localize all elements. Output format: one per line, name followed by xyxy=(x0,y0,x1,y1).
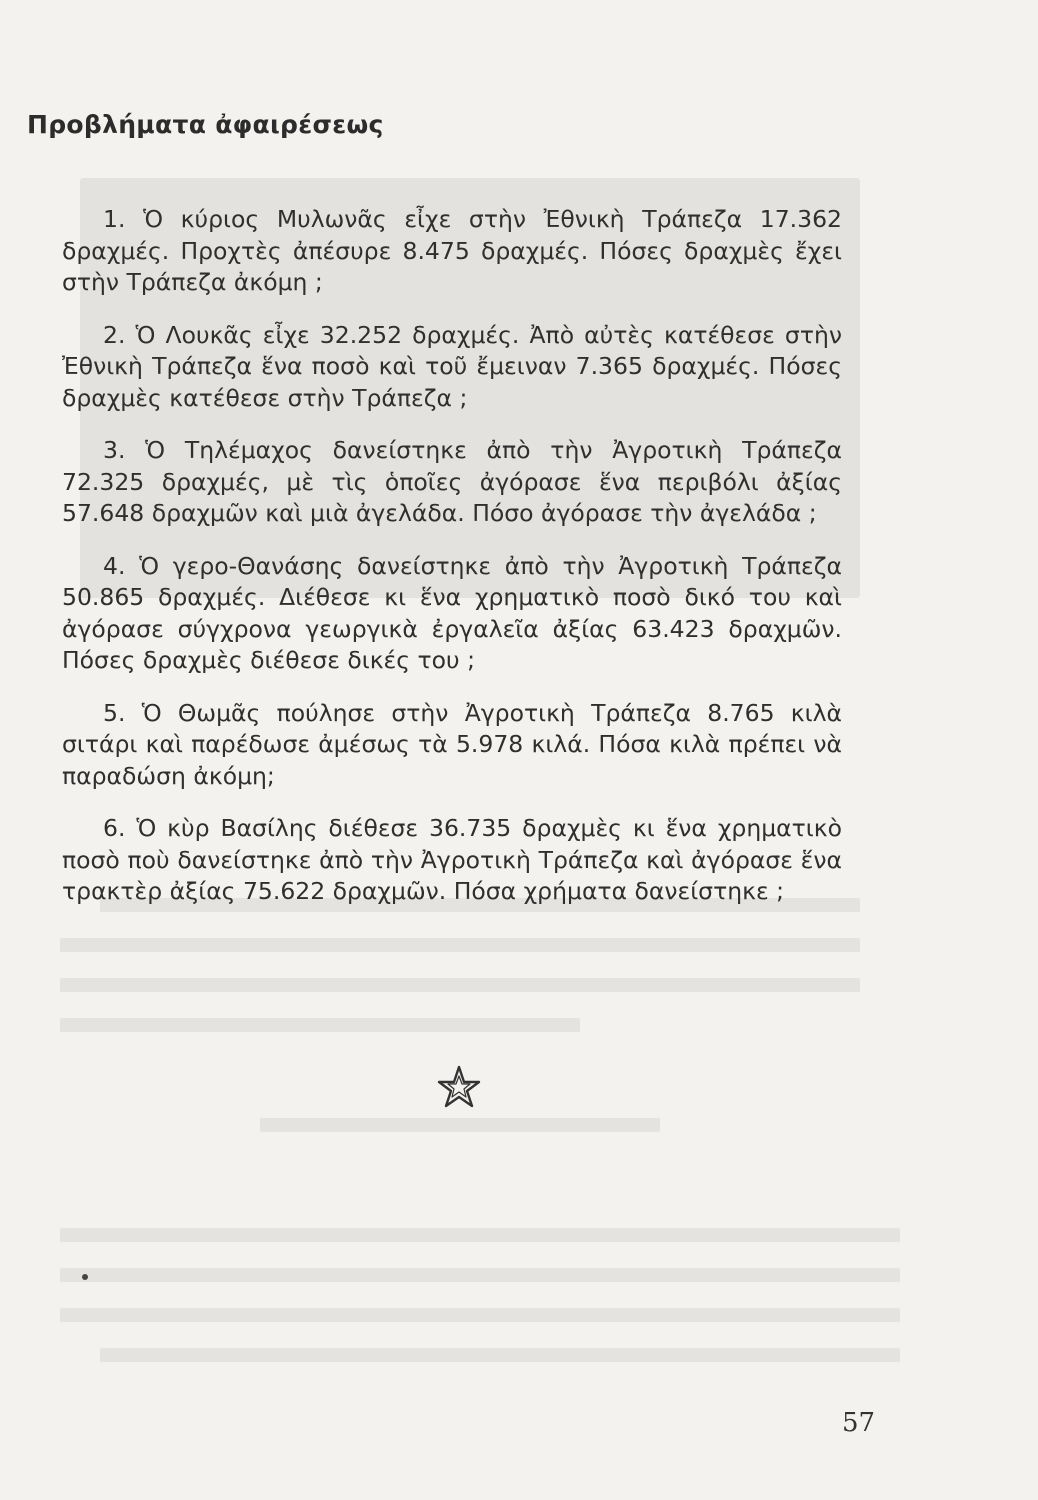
problem-item: 4. Ὁ γερο-Θανάσης δανείστηκε ἀπὸ τὴν Ἀγροτικὴ Τράπεζα 50.865 δραχμές. Διέθεσε κι ἕνα χρηματικὸ ποσὸ δικό του καὶ ἀγόρασε σύγχρονα γεωργικὰ ἐργαλεῖα ἀξίας 63.423 δραχμῶν. Πόσες δραχμὲς διέθεσε δικές του ; xyxy=(62,551,842,674)
star-ornament-icon xyxy=(437,1065,481,1109)
problem-list xyxy=(62,204,842,929)
problem-item: 6. Ὁ κὺρ Βασίλης διέθεσε 36.735 δραχμὲς κι ἕνα χρηματικὸ ποσὸ ποὺ δανείστηκε ἀπὸ τὴν Ἀγροτικὴ Τράπεζα καὶ ἀγόρασε ἕνα τρακτὲρ ἀξίας 75.622 δραχμῶν. Πόσα χρήματα δανείστηκε ; xyxy=(62,814,842,905)
page-number: 57 xyxy=(842,1408,876,1438)
problem-item: 1. Ὁ κύριος Μυλωνᾶς εἶχε στὴν Ἐθνικὴ Τράπεζα 17.362 δραχμές. Προχτὲς ἀπέσυρε 8.475 δραχμές. Πόσες δραχμὲς ἔχει στὴν Τράπεζα ἀκόμη ; xyxy=(62,205,842,296)
problem-item: 2. Ὁ Λουκᾶς εἶχε 32.252 δραχμές. Ἀπὸ αὐτὲς κατέθεσε στὴν Ἐθνικὴ Τράπεζα ἕνα ποσὸ καὶ τοῦ ἔμειναν 7.365 δραχμές. Πόσες δραχμὲς κατέθεσε στὴν Τράπεζα ; xyxy=(62,320,842,412)
ink-dot xyxy=(82,1274,88,1280)
problem-item: 3. Ὁ Τηλέμαχος δανείστηκε ἀπὸ τὴν Ἀγροτικὴ Τράπεζα 72.325 δραχμές, μὲ τὶς ὁποῖες ἀγόρασε ἕνα περιβόλι ἀξίας 57.648 δραχμῶν καὶ μιὰ ἀγελάδα. Πόσο ἀγόρασε τὴν ἀγελάδα ; xyxy=(62,436,842,527)
problem-item: 5. Ὁ Θωμᾶς πούλησε στὴν Ἀγροτικὴ Τράπεζα 8.765 κιλὰ σιτάρι καὶ παρέδωσε ἀμέσως τὰ 5.978 κιλά. Πόσα κιλὰ πρέπει νὰ παραδώση ἀκόμη; xyxy=(62,698,842,790)
section-heading: Προβλήματα ἀφαιρέσεως xyxy=(27,110,384,139)
